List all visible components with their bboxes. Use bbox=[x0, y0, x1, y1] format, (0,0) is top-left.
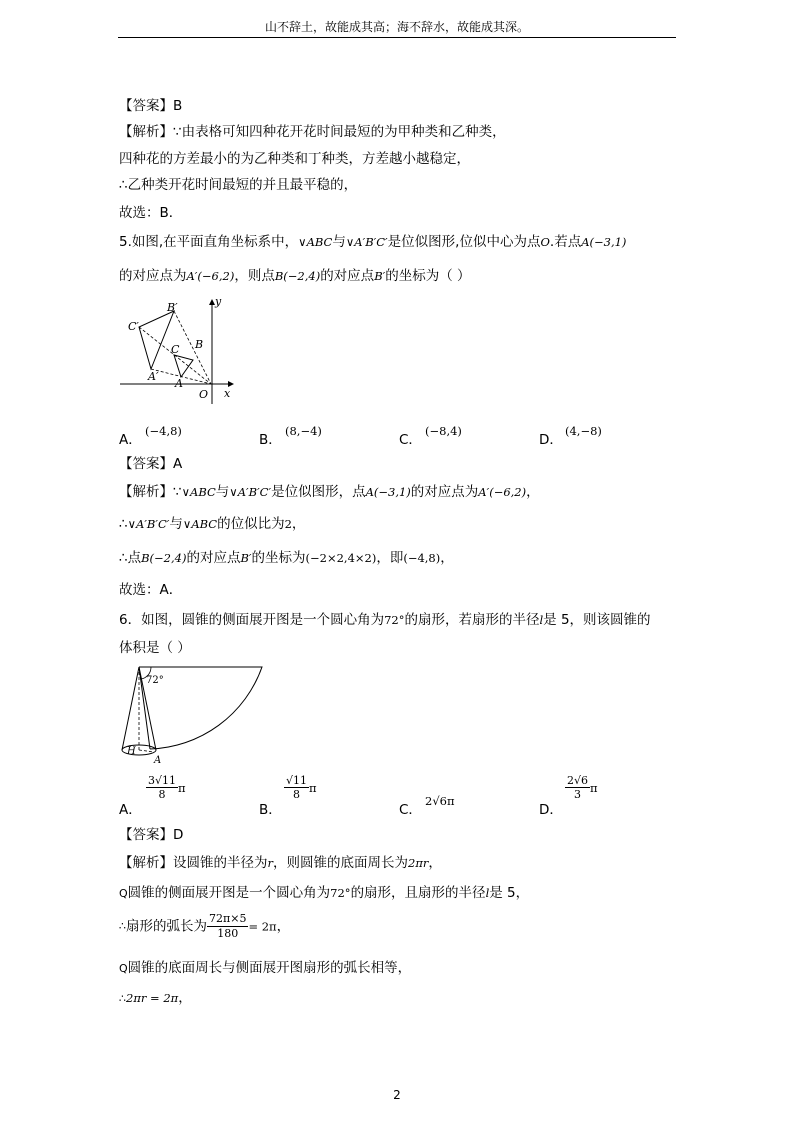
label-h: H bbox=[127, 746, 136, 757]
label-c-prime: C′ bbox=[128, 320, 139, 333]
q5-option-b-letter: B． bbox=[259, 432, 282, 448]
q6-analysis-line-3: ∴扇形的弧长为 $\frac{72\pi\times 5}{180}$ = 2π， bbox=[119, 912, 291, 940]
q5-analysis-line-2: ∴∨A′B′C′与∨ABC的位似比为2， bbox=[119, 516, 306, 532]
q4-analysis-line-2: 四种花的方差最小的为乙种类和丁种类，方差越小越稳定， bbox=[119, 151, 470, 167]
q5-stem-line-2: 的对应点为A′(−6,2)，则点B(−2,4)的对应点B′的坐标为（ ） bbox=[119, 268, 471, 284]
label-x: x bbox=[224, 387, 231, 400]
q5-analysis-line-3: ∴点B(−2,4)的对应点B′的坐标为(−2×2,4×2)，即(−4,8)， bbox=[119, 550, 454, 566]
q6-analysis-line-4: Q圆锥的底面周长与侧面展开图扇形的弧长相等， bbox=[119, 960, 412, 976]
q5-option-d-value: (4,−8) bbox=[565, 424, 602, 438]
q5-coordinate-figure bbox=[118, 296, 238, 408]
q5-option-b-value: (8,−4) bbox=[285, 424, 322, 438]
label-y: y bbox=[215, 296, 222, 308]
q5-option-c-value: (−8,4) bbox=[425, 424, 462, 438]
label-c: C bbox=[171, 343, 180, 356]
label-b: B bbox=[195, 338, 204, 351]
q6-option-a-letter: A． bbox=[119, 802, 142, 818]
q5-option-c-letter: C． bbox=[399, 432, 422, 448]
q6-option-b-value: $\frac{√11}{8}$ π bbox=[286, 774, 317, 801]
q6-option-d-letter: D． bbox=[539, 802, 563, 818]
triangle-a2b2c2 bbox=[139, 311, 174, 369]
q6-option-d-value: $\frac{2√6}{3}$ π bbox=[567, 774, 598, 801]
header-divider bbox=[118, 37, 676, 38]
q4-answer: 【答案】B bbox=[119, 98, 183, 114]
label-a: A bbox=[154, 755, 162, 766]
q6-cone-figure bbox=[118, 662, 268, 768]
q6-option-a-value: $\frac{3√11}{8}$ π bbox=[148, 774, 186, 801]
q6-stem-line-2: 体积是（ ） bbox=[119, 640, 191, 656]
q5-option-a-value: (−4,8) bbox=[145, 424, 182, 438]
q5-option-d-letter: D． bbox=[539, 432, 563, 448]
q4-analysis-line-3: ∴乙种类开花时间最短的并且最平稳的， bbox=[119, 177, 358, 193]
header-motto: 山不辞土，故能成其高；海不辞水，故能成其深。 bbox=[264, 20, 529, 34]
q4-analysis-line-1: 【解析】∵由表格可知四种花开花时间最短的为甲种类和乙种类， bbox=[119, 124, 506, 140]
q6-analysis-line-2: Q圆锥的侧面展开图是一个圆心角为72°的扇形，且扇形的半径l是 5， bbox=[119, 885, 530, 901]
q5-analysis-line-1: 【解析】∵∨ABC与∨A′B′C′是位似图形，点A(−3,1)的对应点为A′(−6,2)， bbox=[119, 484, 540, 500]
q6-option-c-value: 2√6π bbox=[425, 794, 455, 808]
q6-analysis-line-1: 【解析】设圆锥的半径为r，则圆锥的底面周长为2πr， bbox=[119, 855, 442, 871]
page-number: 2 bbox=[393, 1088, 401, 1102]
cone-left-side bbox=[122, 667, 139, 750]
q5-answer: 【答案】A bbox=[119, 456, 183, 472]
label-b-prime: B′ bbox=[167, 301, 178, 314]
q6-analysis-line-5: ∴2πr = 2π， bbox=[119, 990, 192, 1006]
q6-option-b-letter: B． bbox=[259, 802, 282, 818]
q5-stem-line-1: 5.如图,在平面直角坐标系中，∨ABC与∨A′B′C′是位似图形,位似中心为点O.若点A(−3,1) bbox=[119, 234, 627, 250]
base-radius bbox=[139, 750, 154, 752]
q6-option-c-letter: C． bbox=[399, 802, 422, 818]
triangle-abc bbox=[174, 355, 193, 377]
q6-stem-line-1: 6．如图，圆锥的侧面展开图是一个圆心角为72°的扇形，若扇形的半径l是 5，则该圆锥的 bbox=[119, 612, 651, 628]
label-o: O bbox=[199, 388, 209, 401]
label-a: A bbox=[175, 377, 183, 390]
q4-analysis-line-4: 故选：B． bbox=[119, 205, 183, 221]
label-a-prime: A′ bbox=[148, 370, 159, 383]
q5-analysis-line-4: 故选：A． bbox=[119, 582, 183, 598]
angle-label: 72° bbox=[146, 675, 164, 686]
q6-answer: 【答案】D bbox=[119, 827, 184, 843]
q5-option-a-letter: A． bbox=[119, 432, 142, 448]
